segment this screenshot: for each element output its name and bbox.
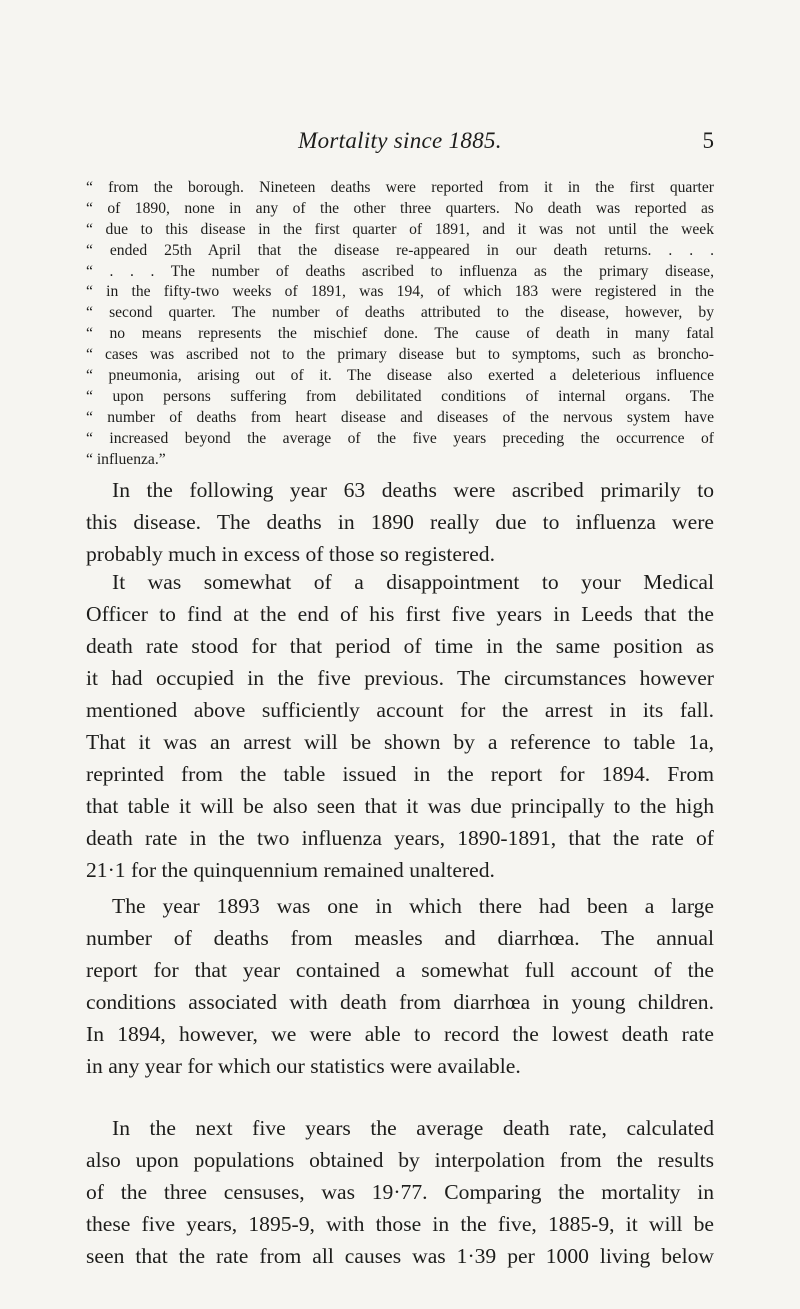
paragraph-line: of the three censuses, was 19·77. Comparing the mortality in (86, 1180, 714, 1204)
paragraph-line: Officer to find at the end of his first five years in Leeds that the (86, 602, 714, 626)
paragraph-line: report for that year contained a somewhat full account of the (86, 958, 714, 982)
paragraph-line: In the next five years the average death rate, calculated (112, 1116, 714, 1140)
quote-line: “ ended 25th April that the disease re-appeared in our death returns. . . . (86, 241, 714, 259)
quote-line: “ number of deaths from heart disease and diseases of the nervous system have (86, 408, 714, 426)
paragraph-death-rate-arrest (86, 566, 714, 886)
paragraph-line: It was somewhat of a disappointment to your Medical (112, 570, 714, 594)
paragraph-line: these five years, 1895-9, with those in the five, 1885-9, it will be (86, 1212, 714, 1236)
running-head (86, 128, 714, 160)
paragraph-line: conditions associated with death from diarrhœa in young children. (86, 990, 714, 1014)
paragraph-line: In 1894, however, we were able to record the lowest death rate (86, 1022, 714, 1046)
paragraph-line: 21·1 for the quinquennium remained unaltered. (86, 858, 495, 882)
quote-line: “ cases was ascribed not to the primary disease but to symptoms, such as broncho- (86, 346, 714, 364)
quote-line: “ of 1890, none in any of the other three quarters. No death was reported as (86, 199, 714, 217)
running-title: Mortality since 1885. (298, 128, 502, 153)
paragraph-line: seen that the rate from all causes was 1·39 per 1000 living below (86, 1244, 714, 1268)
paragraph-next-five-years (86, 1112, 714, 1272)
quote-line: “ from the borough. Nineteen deaths were reported from it in the first quarter (86, 179, 714, 196)
page-number: 5 (702, 128, 714, 153)
paragraph-line: that table it will be also seen that it was due principally to the high (86, 794, 714, 818)
paragraph-line: also upon populations obtained by interpolation from the results (86, 1148, 714, 1172)
quote-line: “ influenza.” (86, 450, 166, 468)
quote-line: “ in the fifty-two weeks of 1891, was 194, of which 183 were registered in the (86, 283, 714, 301)
paragraph-line: That it was an arrest will be shown by a reference to table 1a, (86, 730, 714, 754)
paragraph-line: number of deaths from measles and diarrhœa. The annual (86, 926, 714, 950)
quote-line: “ due to this disease in the first quarter of 1891, and it was not until the week (86, 220, 714, 238)
quote-line: “ pneumonia, arising out of it. The disease also exerted a deleterious influence (86, 367, 714, 385)
quoted-report-excerpt (86, 178, 714, 470)
paragraph-line: reprinted from the table issued in the report for 1894. From (86, 762, 714, 786)
quote-line: “ increased beyond the average of the five years preceding the occurrence of (86, 429, 714, 447)
paragraph-line: in any year for which our statistics were available. (86, 1054, 521, 1078)
paragraph-influenza-deaths (86, 474, 714, 570)
paragraph-line: death rate in the two influenza years, 1890-1891, that the rate of (86, 826, 714, 850)
quote-line: “ no means represents the mischief done. The cause of death in many fatal (86, 325, 714, 343)
quote-line: “ second quarter. The number of deaths attributed to the disease, however, by (86, 304, 714, 322)
paragraph-line: In the following year 63 deaths were ascribed primarily to (112, 478, 714, 502)
paragraph-line: mentioned above sufficiently account for the arrest in its fall. (86, 698, 714, 722)
paragraph-line: it had occupied in the five previous. The circumstances however (86, 666, 714, 690)
paragraph-line: probably much in excess of those so registered. (86, 542, 495, 566)
quote-line: “ . . . The number of deaths ascribed to influenza as the primary disease, (86, 262, 714, 280)
paragraph-measles-diarrhoea (86, 890, 714, 1082)
paragraph-line: this disease. The deaths in 1890 really due to influenza were (86, 510, 714, 534)
quote-line: “ upon persons suffering from debilitated conditions of internal organs. The (86, 387, 714, 405)
paragraph-line: The year 1893 was one in which there had been a large (112, 894, 714, 918)
paragraph-line: death rate stood for that period of time in the same position as (86, 634, 714, 658)
